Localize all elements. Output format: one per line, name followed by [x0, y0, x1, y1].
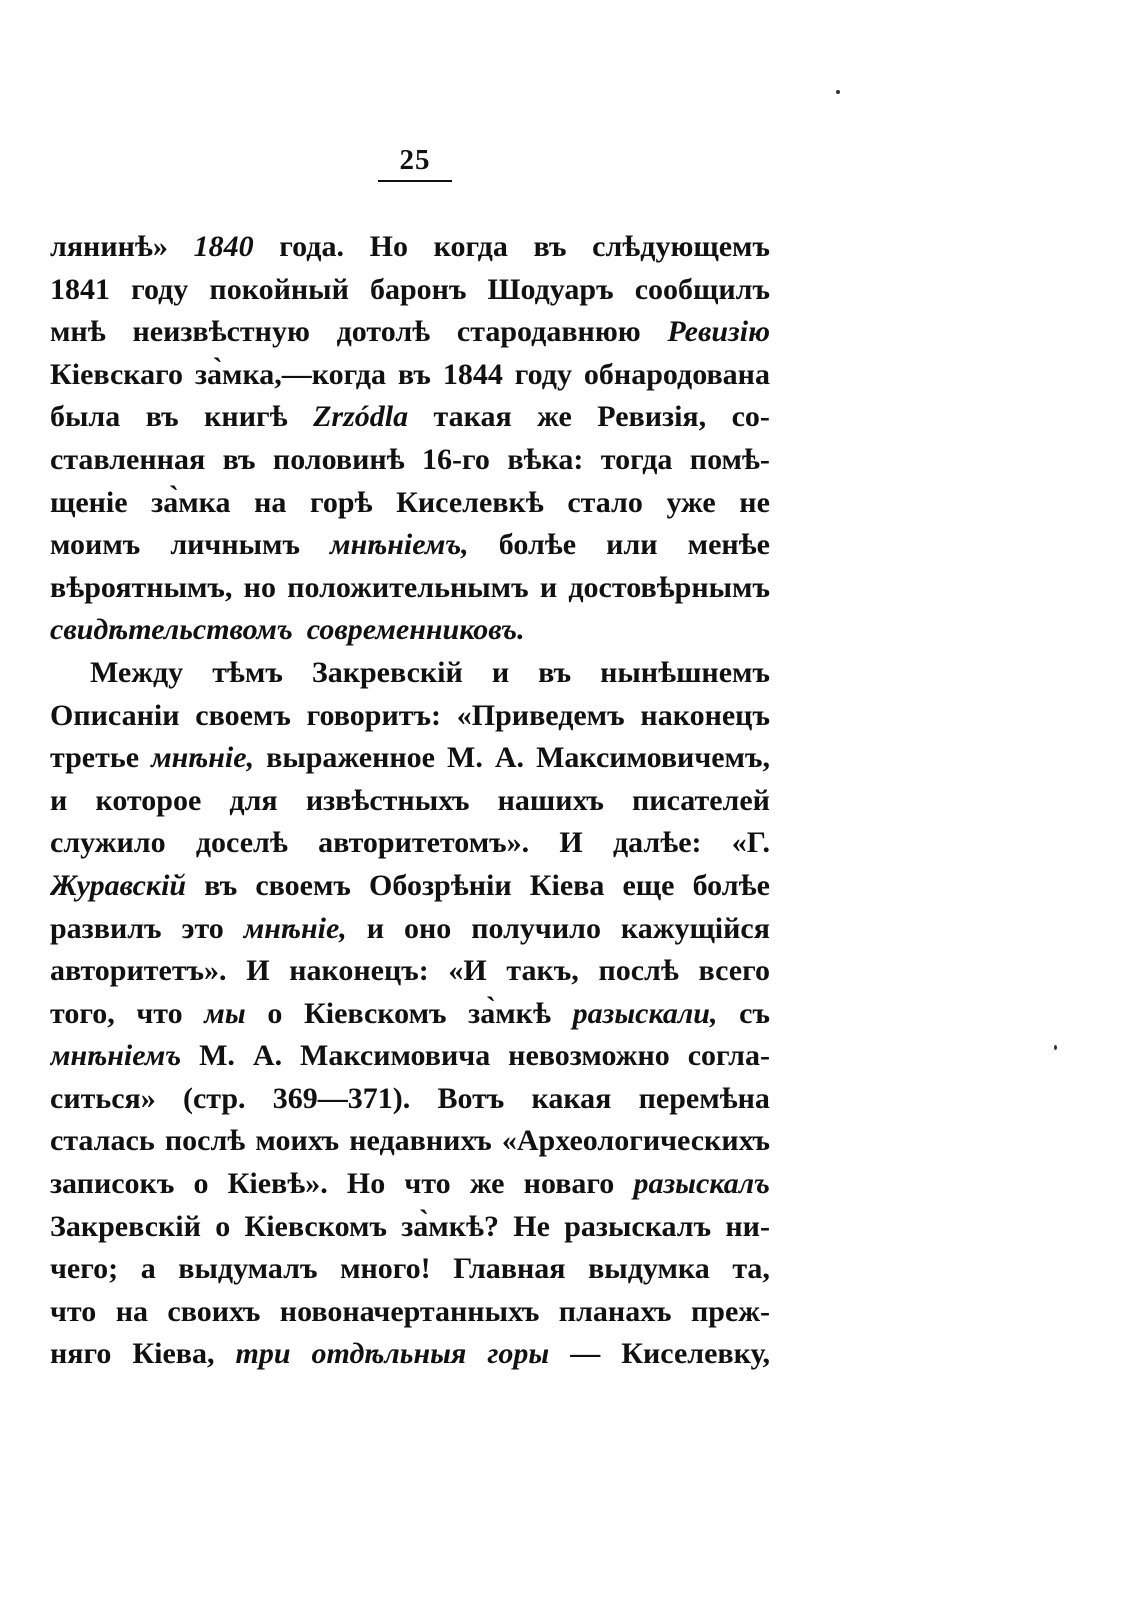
word: болѣе [498, 528, 577, 562]
word: Киселевкѣ [396, 485, 544, 519]
word: Шодуаръ [487, 272, 614, 306]
word: кажущійся [620, 911, 770, 945]
word: своемъ [255, 868, 351, 902]
word: покойный [209, 272, 349, 306]
word: болѣе [692, 868, 770, 902]
word: Кіевскомъ [244, 1209, 387, 1243]
word: записокъ [50, 1167, 175, 1201]
text-line [50, 1078, 770, 1121]
text-line [50, 567, 770, 610]
word: а [140, 1252, 156, 1286]
text-line [50, 1035, 770, 1078]
word: за̀мка,—когда [194, 357, 386, 391]
word: о [193, 1167, 209, 1201]
text-line [50, 396, 770, 439]
word: же [537, 400, 572, 434]
word: — [570, 1337, 601, 1371]
word: та, [732, 1252, 770, 1286]
word: М. [447, 741, 483, 775]
word: наконецъ: [289, 954, 429, 988]
word: же [469, 1167, 505, 1201]
word: горѣ [309, 485, 373, 519]
word: ни- [725, 1209, 770, 1243]
word: А. [494, 741, 525, 775]
word: Главная [453, 1252, 566, 1286]
word: «Приведемъ [456, 698, 625, 732]
word: года. [279, 230, 344, 263]
word: выраженное [266, 741, 435, 775]
text-line [50, 609, 770, 652]
word: Максимовичемъ, [536, 741, 770, 775]
text-line [50, 652, 770, 695]
word: вѣроятнымъ, [50, 570, 233, 604]
italic-word: 1840 [193, 230, 254, 263]
word: положительнымъ [287, 570, 529, 604]
text-line [50, 1163, 770, 1206]
word: какая [531, 1081, 612, 1115]
word: новаго [523, 1167, 615, 1201]
word: далѣе: [612, 826, 702, 860]
word: это [181, 911, 224, 945]
word: и [50, 783, 68, 817]
text-line [50, 439, 770, 482]
word: выдумалъ [178, 1252, 318, 1286]
word: въ [538, 655, 572, 689]
text-line [50, 1248, 770, 1291]
text-line [50, 695, 770, 738]
italic-word: Ревизію [667, 315, 770, 349]
word: Обозрѣніи [369, 868, 512, 902]
text-line [50, 822, 770, 865]
word: И [246, 954, 270, 988]
text-line [50, 1206, 770, 1249]
word: оно [403, 911, 452, 945]
word: сообщилъ [634, 272, 770, 306]
italic-word: мнѣніемъ, [330, 528, 469, 562]
scan-speck [836, 90, 840, 94]
word: менѣе [687, 528, 770, 562]
word: третье [50, 741, 140, 775]
word: недавнихъ [349, 1124, 492, 1158]
italic-word: мы [204, 996, 246, 1030]
word: въ [222, 442, 256, 476]
text-line [50, 1120, 770, 1163]
word: уже [666, 485, 716, 519]
word: личнымъ [170, 528, 300, 562]
word: развилъ [50, 911, 162, 945]
word: говоритъ: [306, 698, 441, 732]
word: И [559, 826, 583, 860]
italic-word: Zrzódla [313, 400, 409, 434]
word: Не [513, 1209, 550, 1243]
word: на [115, 1294, 148, 1328]
text-line [50, 737, 770, 780]
italic-word: мнѣніе, [151, 741, 255, 775]
text-line [50, 524, 770, 567]
word: выдумка [588, 1252, 710, 1286]
italic-word: разыскалъ [633, 1167, 770, 1201]
word: году [514, 357, 572, 391]
word: или [606, 528, 658, 562]
page-number: 25 [399, 144, 431, 176]
word: Кіевѣ». [227, 1167, 328, 1201]
word: Закревскій [311, 655, 463, 689]
word: всего [698, 954, 770, 988]
word: невозможно [508, 1039, 670, 1073]
word: которое [95, 783, 202, 817]
word: Киселевку, [621, 1337, 770, 1371]
page-header [378, 142, 452, 182]
word: и [491, 655, 510, 689]
word: няго [50, 1337, 112, 1371]
word: половинѣ [272, 442, 405, 476]
word: сталась [50, 1124, 155, 1158]
word: но [243, 570, 276, 604]
word: съ [739, 996, 770, 1030]
word: Ревизія, [597, 400, 707, 434]
word: на [254, 485, 287, 519]
word: «Археологическихъ [501, 1124, 770, 1158]
word: много! [340, 1252, 431, 1286]
word: ставленная [50, 442, 206, 476]
word: о [215, 1209, 231, 1243]
word: Кіева, [132, 1337, 215, 1371]
word: и [366, 911, 385, 945]
word: того, [50, 996, 115, 1030]
word: была [50, 400, 121, 434]
italic-word: современниковъ. [306, 613, 525, 647]
word: Но [346, 1167, 386, 1201]
word: баронъ [369, 272, 467, 306]
word: наконецъ [640, 698, 770, 732]
word: Между [90, 655, 184, 689]
word: тогда [600, 442, 673, 476]
word: еще [622, 868, 675, 902]
word: авторитетъ». [50, 954, 227, 988]
word: чего; [50, 1252, 119, 1286]
word: ситься» [50, 1081, 156, 1115]
italic-word: отдѣльныя [311, 1337, 467, 1371]
word: такъ, [506, 954, 579, 988]
word: Описаніи [50, 698, 180, 732]
word: преж- [690, 1294, 770, 1328]
word: писателей [632, 783, 770, 817]
word: моимъ [50, 528, 141, 562]
italic-word: разыскали, [572, 996, 718, 1030]
italic-word: мнѣніе, [243, 911, 347, 945]
italic-word: свидѣтельствомъ [50, 613, 293, 647]
word: Но [369, 230, 408, 263]
word: въ [397, 357, 431, 391]
word: за̀мкѣ? [401, 1209, 500, 1243]
scan-speck [1054, 1045, 1057, 1050]
word: и [539, 570, 558, 604]
word: въ [204, 868, 238, 902]
word: щеніе [50, 485, 128, 519]
word: вѣка: [507, 442, 584, 476]
word: извѣстныхъ [305, 783, 470, 817]
word: «Г. [731, 826, 770, 860]
body-text [50, 226, 770, 1376]
text-line [50, 226, 770, 269]
word: «И [448, 954, 487, 988]
word: М. [199, 1039, 235, 1073]
word: Закревскій [50, 1209, 201, 1243]
word: неизвѣстную [132, 315, 310, 349]
word: 1841 [50, 272, 110, 306]
word: что [404, 1167, 451, 1201]
word: дотолѣ [336, 315, 431, 349]
word: не [739, 485, 770, 519]
word: разыскалъ [564, 1209, 712, 1243]
word: послѣ [598, 954, 679, 988]
word: стародавнюю [456, 315, 641, 349]
word: въ [533, 230, 567, 263]
word: лянинѣ» [50, 230, 168, 263]
text-line [50, 950, 770, 993]
word: книгѣ [204, 400, 288, 434]
word: обнародована [583, 357, 770, 391]
word: новоначертанныхъ [279, 1294, 540, 1328]
text-line [50, 482, 770, 525]
word: что [50, 1294, 97, 1328]
word: для [229, 783, 278, 817]
word: за̀мкѣ [468, 996, 551, 1030]
italic-word: мнѣніемъ [50, 1039, 182, 1073]
word: когда [433, 230, 508, 263]
word: Кіева [529, 868, 605, 902]
page-number-rule [378, 180, 452, 182]
word: мнѣ [50, 315, 106, 349]
word: служило [50, 826, 166, 860]
text-line [50, 908, 770, 951]
word: тѣмъ [212, 655, 283, 689]
word: Максимовича [300, 1039, 491, 1073]
word: согла- [687, 1039, 770, 1073]
text-line [50, 1291, 770, 1334]
word: такая [433, 400, 512, 434]
word: достовѣрнымъ [568, 570, 770, 604]
text-line [50, 354, 770, 397]
word: получило [471, 911, 601, 945]
word: моихъ [255, 1124, 340, 1158]
word: своихъ [167, 1294, 261, 1328]
italic-word: Журавскій [50, 868, 187, 902]
word: авторитетомъ». [318, 826, 530, 860]
word: въ [145, 400, 179, 434]
italic-word: три [235, 1337, 291, 1371]
word: нынѣшнемъ [600, 655, 770, 689]
word: планахъ [558, 1294, 672, 1328]
word: перемѣна [638, 1081, 770, 1115]
word: Кіевскомъ [303, 996, 447, 1030]
text-line [50, 865, 770, 908]
word: что [136, 996, 183, 1030]
word: со- [731, 400, 770, 434]
text-line [50, 311, 770, 354]
text-line [50, 993, 770, 1036]
italic-word: горы [487, 1337, 550, 1371]
word: 1844 [442, 357, 503, 391]
word: году [131, 272, 189, 306]
word: (стр. [182, 1081, 246, 1115]
word: слѣдующемъ [592, 230, 770, 263]
word: своемъ [195, 698, 291, 732]
word: стало [567, 485, 643, 519]
word: 16-го [422, 442, 490, 476]
word: послѣ [164, 1124, 246, 1158]
text-line [50, 1333, 770, 1376]
word: Кіевскаго [50, 357, 183, 391]
word: доселѣ [195, 826, 288, 860]
word: о [267, 996, 283, 1030]
word: помѣ- [689, 442, 770, 476]
word: Вотъ [437, 1081, 505, 1115]
word: 369—371). [272, 1081, 411, 1115]
text-line [50, 780, 770, 823]
text-line [50, 269, 770, 312]
word: нашихъ [497, 783, 604, 817]
word: за̀мка [151, 485, 231, 519]
word: А. [252, 1039, 283, 1073]
